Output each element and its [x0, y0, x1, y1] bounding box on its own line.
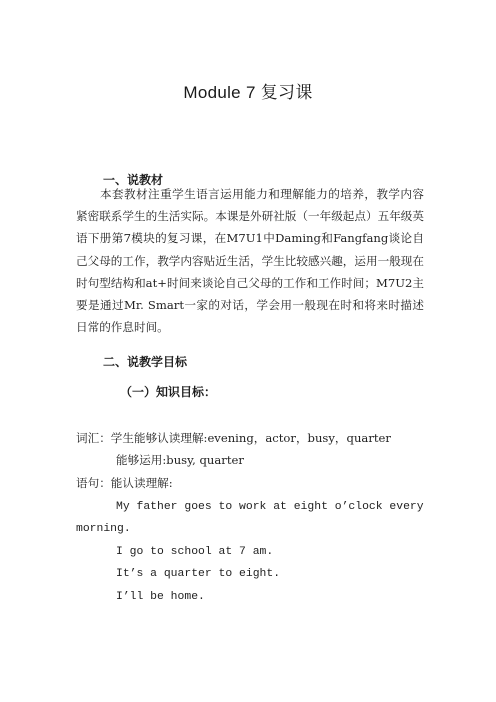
section-heading-teaching-objectives: 二、说教学目标	[103, 355, 188, 369]
teaching-material-paragraph: 本套教材注重学生语言运用能力和理解能力的培养，教学内容紧密联系学生的生活实际。本课是外研社版（一年级起点）五年级英语下册第7模块的复习课，在M7U1中Daming和Fangfang谈论自己父母的工作，教学内容贴近生活，学生比较感兴趣，运用一般现在时句型结构和at+时间来谈论自己父母的工作和工作时间；M7U2主要是通过Mr. Smart一家的对话，学会用一般现在时和将来时描述日常的作息时间。	[76, 187, 424, 335]
example-sentence-4: I’ll be home.	[116, 591, 205, 603]
example-sentence-3: It’s a quarter to eight.	[116, 568, 281, 580]
sentence-label: 语句：能认读理解:	[76, 476, 173, 490]
example-sentence-1a: My father goes to work at eight o’clock every	[116, 501, 424, 513]
example-sentence-1b: morning.	[76, 523, 131, 535]
subheading-knowledge-objectives: （一）知识目标：	[120, 385, 217, 399]
example-sentence-2: I go to school at 7 am.	[116, 546, 274, 558]
vocabulary-line-2: 能够运用:busy, quarter	[116, 453, 244, 467]
document-title: Module 7 复习课	[183, 83, 313, 102]
section-heading-teaching-material: 一、说教材	[103, 173, 164, 187]
vocabulary-line-1: 词汇：学生能够认读理解:evening，actor，busy，quarter	[76, 431, 391, 445]
